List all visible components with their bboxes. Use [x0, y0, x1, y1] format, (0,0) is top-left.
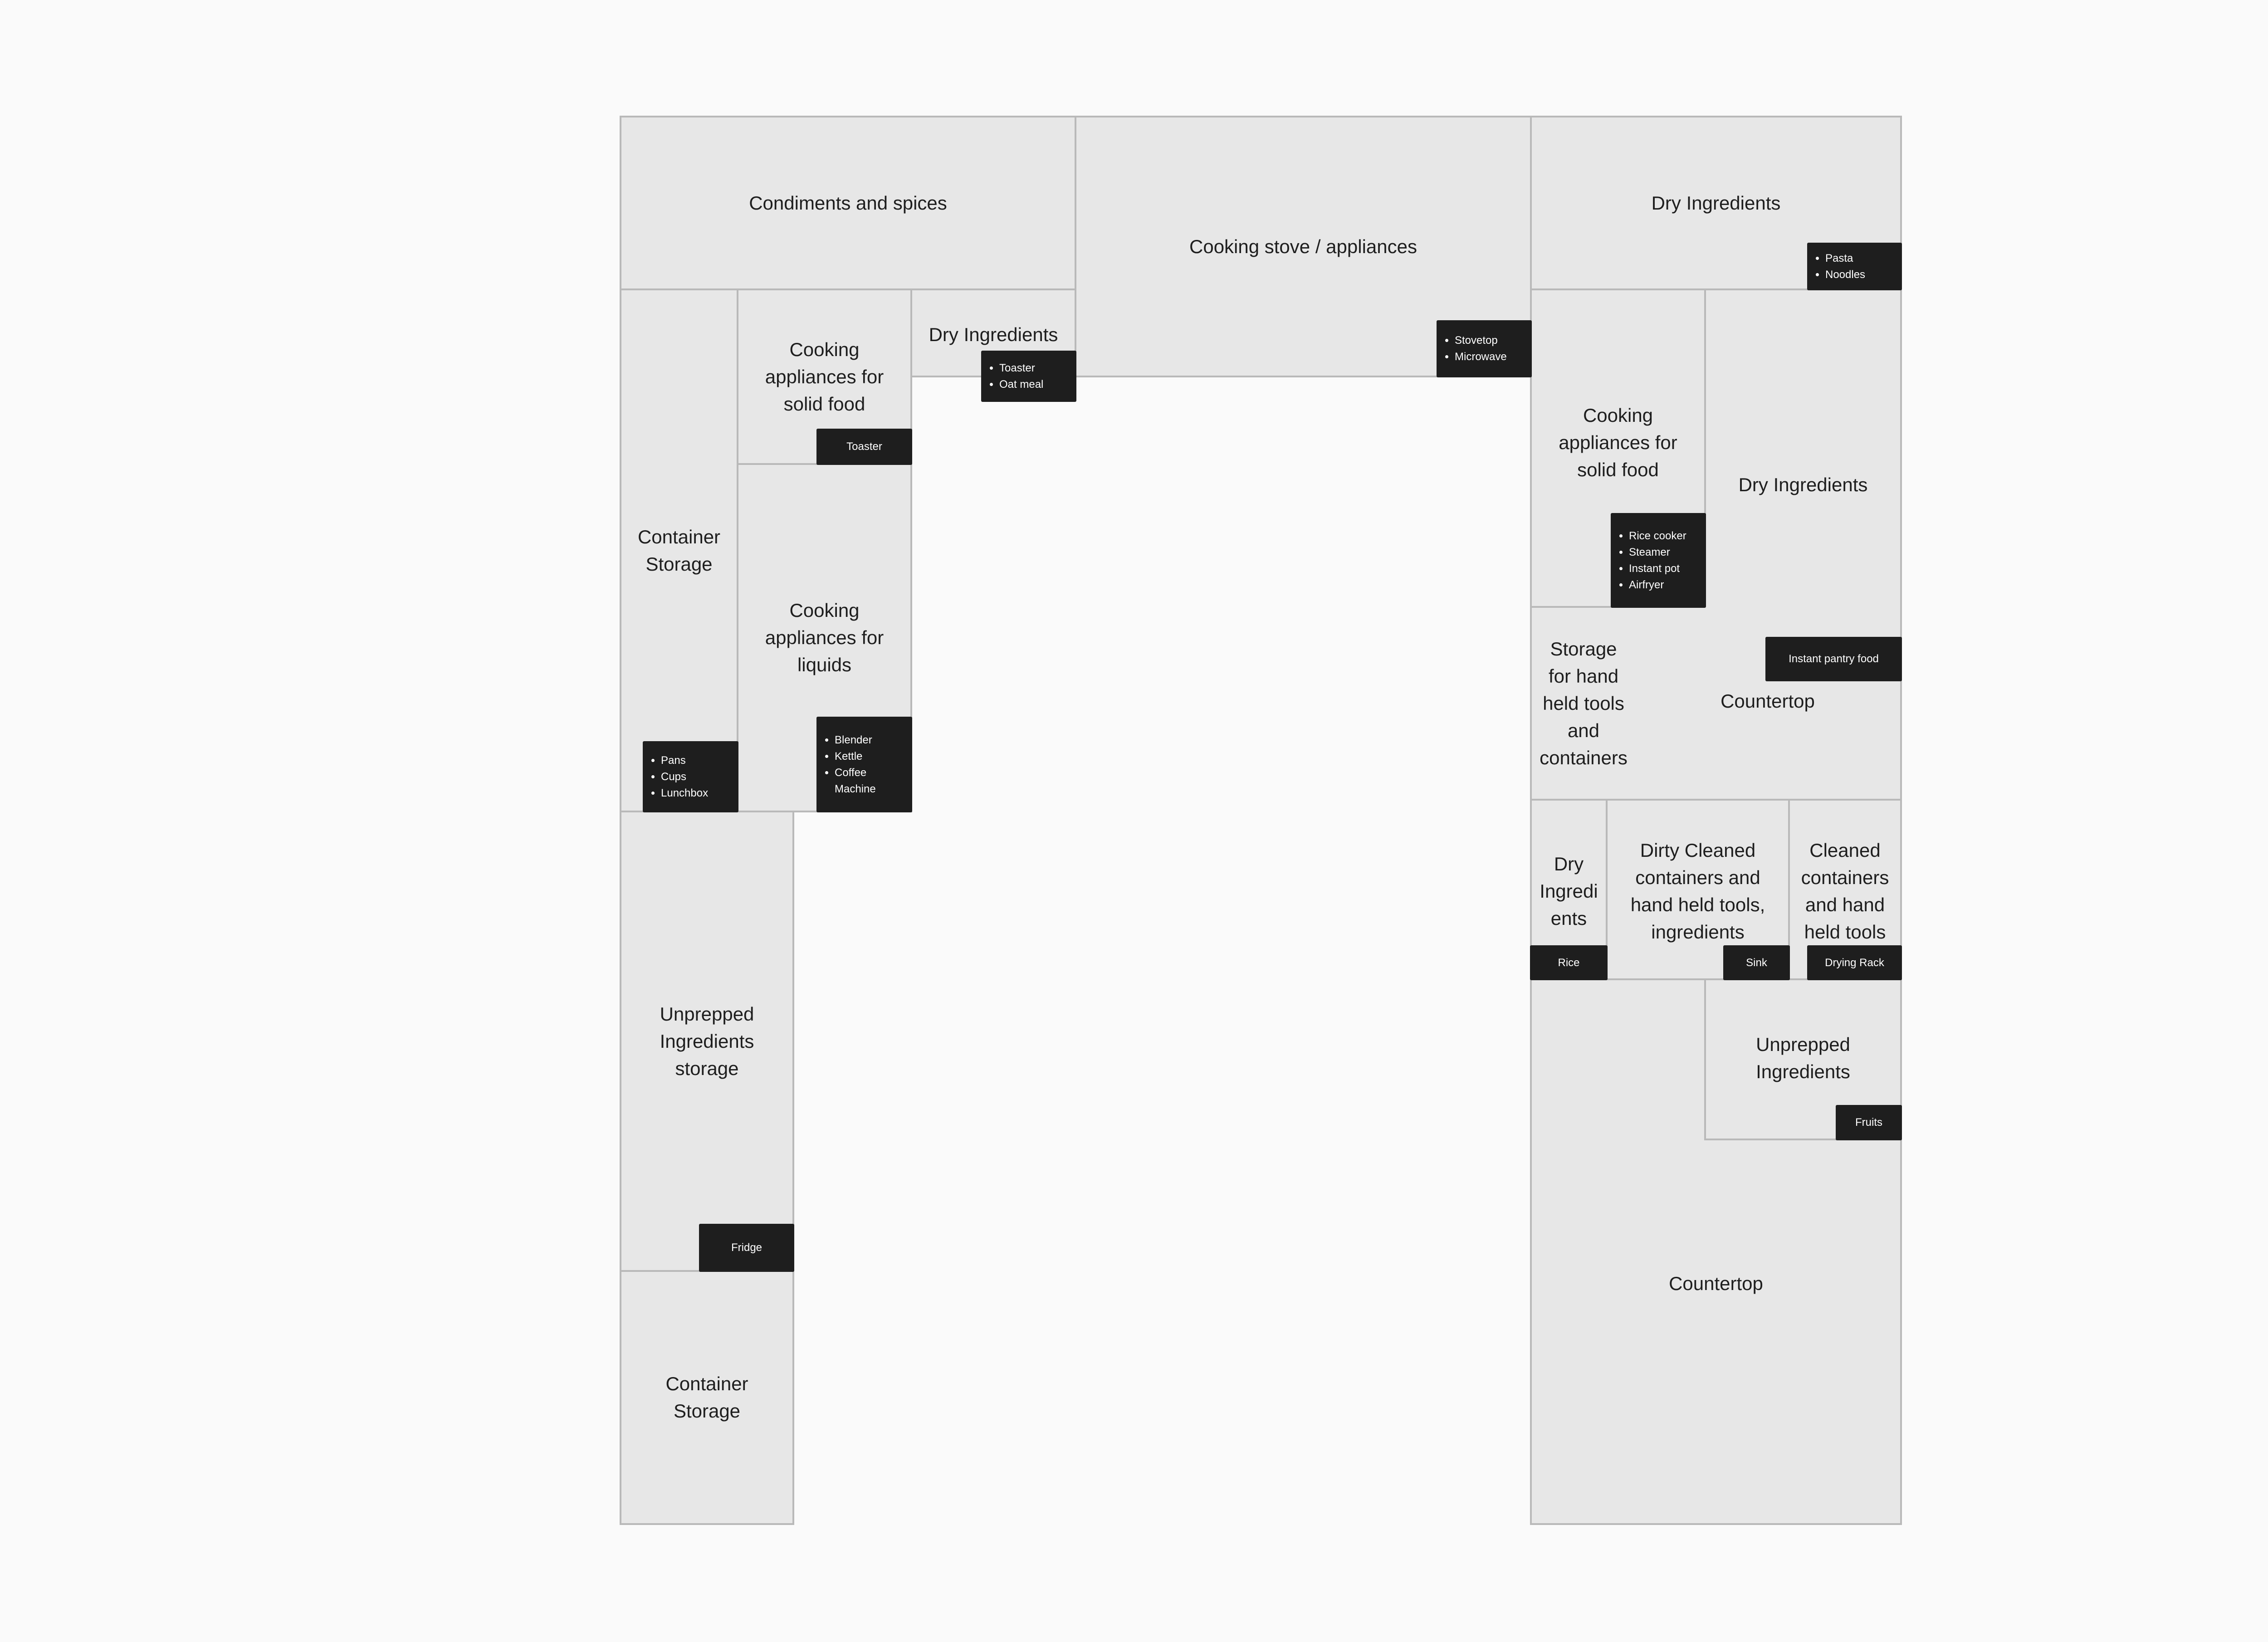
tag-pasta-noodles	[1807, 243, 1902, 290]
zone-label: Dirty Cleaned containers and hand held tools, ingredients	[1630, 840, 1765, 943]
tag-list	[981, 360, 1043, 393]
tag-list-item: • Oat meal	[999, 376, 1043, 393]
tag-list-item: • Instant pot	[1629, 561, 1686, 577]
tag-text: Instant pantry food	[1789, 653, 1879, 665]
zone-label: Unprepped Ingredients storage	[660, 1003, 754, 1079]
tag-drying-rack	[1807, 945, 1902, 980]
tag-list	[643, 753, 708, 801]
tag-rice-cooker-list	[1611, 513, 1706, 608]
zone-label: Cooking stove / appliances	[1189, 235, 1417, 257]
zone-label: Cooking appliances for liquids	[765, 600, 884, 675]
tag-list	[1437, 332, 1507, 365]
zone-unprepped-ingredients-storage	[620, 811, 794, 1272]
zone-container-storage-bottom	[620, 1270, 794, 1525]
tag-list-item: • Kettle	[835, 748, 903, 765]
zone-label: Container Storage	[637, 526, 721, 575]
tag-fridge	[699, 1224, 794, 1272]
tag-list-item: • Toaster	[999, 360, 1043, 376]
tag-list-item: • Coffee Machine	[835, 765, 903, 797]
zone-label: Condiments and spices	[749, 192, 947, 214]
zone-label: Dry Ingredients	[929, 324, 1058, 345]
zone-countertop-middle	[1635, 606, 1902, 801]
tag-list-item: • Lunchbox	[661, 785, 708, 801]
zone-label: Cooking appliances for solid food	[765, 338, 884, 415]
tag-text: Fridge	[731, 1241, 763, 1254]
zone-label: Dry Ingredients	[1651, 192, 1781, 214]
zone-label: Unprepped Ingredients	[1756, 1034, 1850, 1082]
zone-label: Countertop	[1721, 690, 1815, 712]
tag-list-item: • Steamer	[1629, 544, 1686, 561]
tag-list-item: • Blender	[835, 732, 903, 748]
tag-rice	[1530, 945, 1608, 980]
tag-fruits	[1836, 1105, 1902, 1140]
tag-text: Drying Rack	[1825, 956, 1884, 969]
tag-list-item: • Noodles	[1825, 267, 1865, 283]
tag-stovetop-microwave	[1437, 320, 1532, 377]
tag-text: Sink	[1746, 956, 1767, 969]
tag-list-item: • Stovetop	[1455, 332, 1507, 349]
tag-list	[1807, 250, 1865, 283]
tag-instant-pantry-food	[1765, 637, 1902, 681]
zone-storage-hand-tools	[1530, 606, 1637, 801]
zone-label: Countertop	[1669, 1272, 1763, 1294]
zone-label: Cleaned containers and hand held tools	[1801, 840, 1889, 943]
zone-container-storage-left	[620, 288, 738, 812]
zone-condiments-spices	[620, 116, 1076, 290]
zone-label: Cooking appliances for solid food	[1559, 405, 1677, 480]
tag-list-item: • Microwave	[1455, 349, 1507, 365]
tag-list-item: • Airfryer	[1629, 577, 1686, 593]
tag-sink	[1723, 945, 1790, 980]
zone-label: Dry Ingredients	[1738, 474, 1868, 495]
tag-list	[1611, 528, 1686, 593]
tag-list-item: • Pasta	[1825, 250, 1865, 267]
tag-text: Fruits	[1855, 1116, 1882, 1129]
tag-list-item: • Pans	[661, 753, 708, 769]
tag-text: Toaster	[846, 440, 882, 453]
tag-list-item: • Rice cooker	[1629, 528, 1686, 544]
tag-pans-cups-lunchbox	[643, 741, 738, 812]
zone-label: Container Storage	[665, 1373, 748, 1422]
tag-text: Rice	[1558, 956, 1580, 969]
tag-toaster	[816, 429, 912, 465]
tag-blender-kettle-coffee	[816, 717, 912, 812]
tag-toaster-oatmeal	[981, 351, 1076, 402]
zone-label: Storage for hand held tools and containers	[1540, 638, 1628, 768]
tag-list-item: • Cups	[661, 769, 708, 785]
tag-list	[816, 732, 912, 797]
zone-label: Dry Ingredi ents	[1540, 853, 1598, 929]
